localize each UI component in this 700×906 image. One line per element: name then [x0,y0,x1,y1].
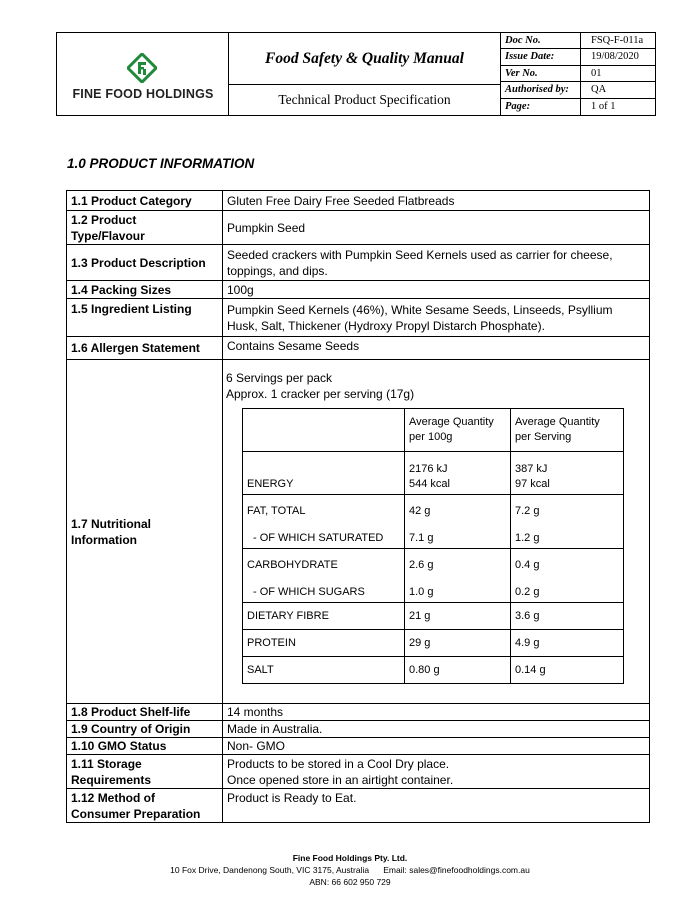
section-heading: 1.0 PRODUCT INFORMATION [67,156,255,171]
meta-value: QA [591,84,607,96]
nutrient-name: DIETARY FIBRE [243,603,405,630]
spec-value-line: Once opened store in an airtight container. [227,772,454,787]
nutrition-row-fibre [243,603,624,630]
spec-row-ingredients [67,299,650,337]
spec-label: 1.8 Product Shelf-life [67,704,223,721]
meta-value: 19/08/2020 [591,51,639,63]
value-line: 97 kcal [515,478,550,490]
meta-row-authorised-by [501,82,655,98]
value-line: 0.2 g [515,586,540,598]
spec-row-category [67,191,650,211]
spec-value: Pumpkin Seed [223,211,650,245]
nutrition-header-row [243,409,624,452]
nutrient-per-serving [511,495,624,549]
spec-value [223,755,650,789]
spec-row-shelf-life [67,704,650,721]
nutrient-name: SALT [243,657,405,684]
spec-value-line: Husk, Salt, Thickener (Hydroxy Propyl Distarch Phosphate). [227,318,545,333]
spec-value: Made in Australia. [223,721,650,738]
nutrition-row-fat [243,495,624,549]
spec-row-storage [67,755,650,789]
value-line: 544 kcal [409,478,450,490]
meta-row-doc-no [501,33,655,49]
product-spec-table [66,190,650,823]
spec-label: 1.6 Allergen Statement [67,337,223,360]
nutrient-per100g [405,452,511,495]
spec-value-line: Seeded crackers with Pumpkin Seed Kernels used as carrier for cheese, [227,247,613,262]
nutrition-table [242,408,624,684]
spec-row-nutrition [67,360,650,704]
nutrient-per100g: 0.80 g [405,657,511,684]
value-line: 387 kJ [515,463,548,475]
nutrition-header-per-serving [511,409,624,452]
nutrition-row-protein [243,630,624,657]
meta-value: 01 [591,67,602,79]
spec-label: 1.5 Ingredient Listing [67,299,223,337]
header-line: Average Quantity [409,416,494,428]
value-line: 42 g [409,505,431,517]
spec-value: Gluten Free Dairy Free Seeded Flatbreads [223,191,650,211]
spec-label-line: Type/Flavour [71,228,145,243]
nutrient-per100g: 29 g [405,630,511,657]
value-line: 2176 kJ [409,463,448,475]
spec-label [67,755,223,789]
nutrient-per-serving: 3.6 g [511,603,624,630]
nutrient-name: PROTEIN [243,630,405,657]
spec-label: 1.9 Country of Origin [67,721,223,738]
value-line: 7.2 g [515,505,540,517]
spec-value: 100g [223,281,650,299]
spec-value-line: Products to be stored in a Cool Dry place. [227,756,450,771]
value-line: 2.6 g [409,559,434,571]
footer-abn: ABN: 66 602 950 729 [309,877,391,887]
spec-row-gmo [67,738,650,755]
document-header [56,32,656,116]
meta-key: Page: [501,99,581,115]
spec-label [67,789,223,823]
spec-label: 1.1 Product Category [67,191,223,211]
nutrition-header-per100g [405,409,511,452]
header-line: Average Quantity [515,416,600,428]
spec-row-origin [67,721,650,738]
footer-address: 10 Fox Drive, Dandenong South, VIC 3175, Australia Email: sales@finefoodholdings.com.au [170,865,530,875]
spec-row-preparation [67,789,650,823]
nutrient-name: ENERGY [243,452,405,495]
company-name: FINE FOOD HOLDINGS [72,87,214,101]
nutrient-per100g [405,549,511,603]
spec-row-type [67,211,650,245]
spec-label-line: 1.11 Storage [71,756,142,771]
spec-label: 1.3 Product Description [67,245,223,281]
nutrient-line: CARBOHYDRATE [247,559,338,571]
spec-value: Non- GMO [223,738,650,755]
spec-label [67,360,223,704]
meta-row-page [501,99,655,115]
spec-value [223,299,650,337]
nutrient-line: FAT, TOTAL [247,505,306,517]
value-line: 1.0 g [409,586,434,598]
spec-label-line: 1.12 Method of [71,790,156,805]
spec-label-line: Consumer Preparation [71,806,201,821]
nutrient-per100g [405,495,511,549]
meta-key: Doc No. [501,33,581,48]
nutrient-line: - OF WHICH SATURATED [253,532,384,544]
meta-value: FSQ-F-011a [591,35,644,46]
header-line: per 100g [409,431,453,443]
spec-label: 1.4 Packing Sizes [67,281,223,299]
spec-row-description [67,245,650,281]
spec-value [223,360,650,704]
document-type: Technical Product Specification [229,85,501,115]
spec-value: Product is Ready to Eat. [223,789,650,823]
manual-title: Food Safety & Quality Manual [229,33,501,85]
spec-value: Contains Sesame Seeds [223,337,650,360]
spec-value: 14 months [223,704,650,721]
nutrient-per-serving: 0.14 g [511,657,624,684]
value-line: 0.4 g [515,559,540,571]
value-line: 7.1 g [409,532,434,544]
meta-key: Authorised by: [501,82,581,97]
meta-row-version [501,66,655,82]
nutrition-header-blank [243,409,405,452]
nutrient-name [243,495,405,549]
serving-size: Approx. 1 cracker per serving (17g) [226,387,415,401]
nutrition-row-salt [243,657,624,684]
meta-key: Ver No. [501,66,581,81]
spec-label-line: Information [71,532,137,547]
spec-value [223,245,650,281]
spec-label-line: 1.2 Product [71,212,137,227]
nutrient-per-serving: 4.9 g [511,630,624,657]
spec-label-line: Requirements [71,772,152,787]
page-footer [0,852,700,888]
meta-row-issue-date [501,49,655,65]
company-logo-icon [127,53,157,83]
header-line: per Serving [515,431,572,443]
spec-value-line: Pumpkin Seed Kernels (46%), White Sesame Seeds, Linseeds, Psyllium [227,302,613,317]
nutrient-per-serving [511,549,624,603]
meta-value: 1 of 1 [591,100,616,112]
servings-per-pack: 6 Servings per pack [226,371,333,385]
company-logo-cell [57,33,229,115]
spec-label-line: 1.7 Nutritional [71,516,152,531]
document-meta-table [501,33,655,115]
spec-label: 1.10 GMO Status [67,738,223,755]
value-line: 1.2 g [515,532,540,544]
nutrient-line: - OF WHICH SUGARS [253,586,365,598]
nutrient-per-serving [511,452,624,495]
nutrient-per100g: 21 g [405,603,511,630]
meta-key: Issue Date: [501,49,581,64]
spec-value-line: toppings, and dips. [227,263,328,278]
nutrient-name [243,549,405,603]
spec-label [67,211,223,245]
footer-company: Fine Food Holdings Pty. Ltd. [292,853,408,863]
spec-row-packing [67,281,650,299]
nutrition-row-energy [243,452,624,495]
spec-row-allergen [67,337,650,360]
nutrition-row-carbohydrate [243,549,624,603]
